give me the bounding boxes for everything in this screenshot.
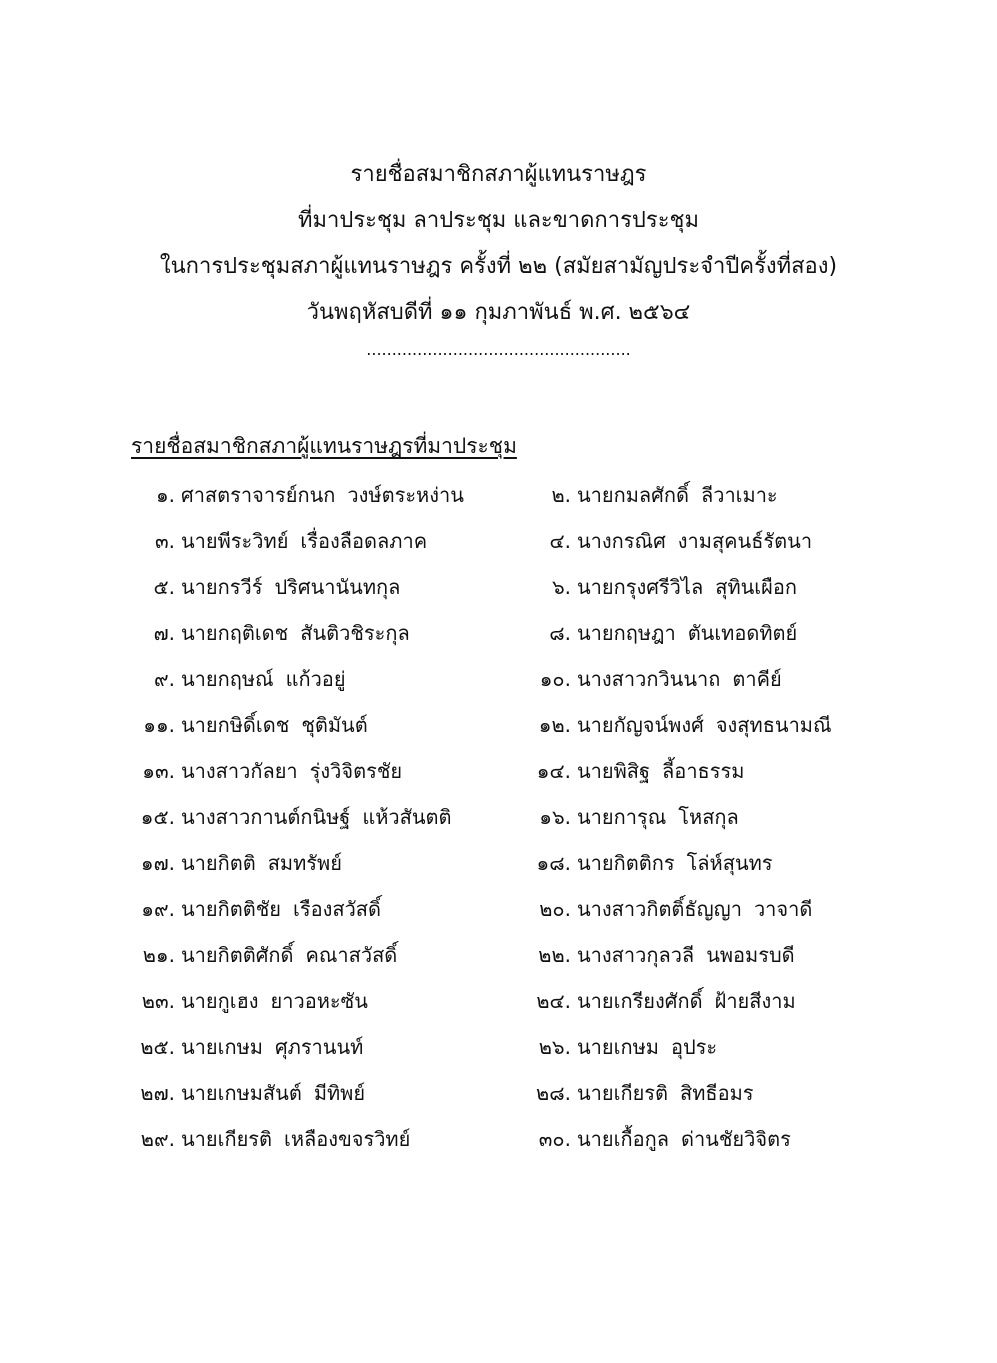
member-entry: [527, 840, 773, 886]
member-entry: [527, 702, 832, 748]
header-date: วันพฤหัสบดีที่ ๑๑ กุมภาพันธ์ พ.ศ. ๒๕๖๔: [306, 300, 691, 325]
member-entry: [527, 1116, 791, 1162]
member-title-first-name: นายกิตติศักดิ์: [181, 943, 294, 967]
member-entry: [527, 564, 797, 610]
header-subtitle: ที่มาประชุม ลาประชุม และขาดการประชุม: [298, 208, 699, 233]
member-entry: [527, 472, 778, 518]
member-last-name: ตาคีย์: [732, 667, 782, 691]
member-number: ๒๖.: [538, 1035, 571, 1059]
member-title-first-name: นายกิตติชัย: [181, 897, 281, 921]
member-entry: [131, 840, 342, 886]
member-number: ๒๒.: [538, 943, 571, 967]
member-title-first-name: นายกูเฮง: [181, 989, 259, 1013]
member-title-first-name: ศาสตราจารย์กนก: [181, 483, 336, 507]
member-last-name: งามสุคนธ์รัตนา: [677, 529, 813, 553]
member-title-first-name: นายกฤษณ์: [181, 667, 274, 691]
member-title-first-name: นายกษิดิ์เดช: [181, 713, 290, 737]
member-title-first-name: นายพีระวิทย์: [181, 529, 289, 553]
member-entry: [131, 564, 400, 610]
member-number: ๑๕.: [140, 805, 175, 829]
member-title-first-name: นายกิตติ: [181, 851, 256, 875]
member-last-name: ด่านชัยวิจิตร: [680, 1127, 791, 1151]
member-entry: [131, 748, 402, 794]
member-last-name: ลีวาเมาะ: [700, 483, 778, 507]
member-title-first-name: นายเกษมสันต์: [181, 1081, 302, 1105]
member-title-first-name: นายพิสิฐ: [577, 759, 651, 783]
member-last-name: ตันเทอดทิตย์: [687, 621, 798, 645]
member-last-name: ลี้อาธรรม: [662, 759, 745, 783]
member-entry: [131, 1070, 365, 1116]
member-number: ๒๘.: [536, 1081, 571, 1105]
member-title-first-name: นายกฤษฎา: [577, 621, 676, 645]
member-title-first-name: นายเกียรติ: [181, 1127, 273, 1151]
member-last-name: สิทธีอมร: [680, 1081, 754, 1105]
member-entry: [131, 656, 346, 702]
member-number: ๑๑.: [143, 713, 175, 737]
member-number: ๒๓.: [141, 989, 175, 1013]
header-meeting: ในการประชุมสภาผู้แทนราษฎร ครั้งที่ ๒๒ (สมัยสามัญประจำปีครั้งที่สอง): [159, 254, 838, 279]
member-title-first-name: นายเกื้อกูล: [577, 1127, 669, 1151]
member-number: ๓.: [154, 529, 175, 553]
member-last-name: แก้วอยู่: [285, 667, 346, 691]
member-last-name: โหสกุล: [678, 805, 739, 829]
member-number: ๒.: [551, 483, 571, 507]
member-number: ๗.: [153, 621, 175, 645]
document-header: [0, 152, 997, 336]
member-entry: [131, 1116, 410, 1162]
member-title-first-name: นางกรณิศ: [577, 529, 666, 553]
member-last-name: สุทินเผือก: [715, 575, 797, 599]
member-last-name: เหลืองขจรวิทย์: [284, 1127, 411, 1151]
member-last-name: สันติวชิระกุล: [300, 621, 410, 645]
member-last-name: ปริศนานันทกุล: [274, 575, 401, 599]
member-number: ๒๙.: [140, 1127, 175, 1151]
member-number: ๑๗.: [140, 851, 175, 875]
member-number: ๙.: [153, 667, 175, 691]
member-title-first-name: นายการุณ: [577, 805, 667, 829]
member-number: ๑๙.: [141, 897, 175, 921]
member-number: ๑๔.: [536, 759, 571, 783]
member-number: ๑๖.: [539, 805, 571, 829]
member-number: ๓๐.: [538, 1127, 571, 1151]
member-number: ๒๗.: [140, 1081, 175, 1105]
member-title-first-name: นายกัญจน์พงศ์: [577, 713, 704, 737]
member-entry: [131, 932, 397, 978]
member-last-name: ศุภรานนท์: [274, 1035, 364, 1059]
member-entry: [527, 794, 739, 840]
member-title-first-name: นางสาวกิตติ์ธัญญา: [577, 897, 742, 921]
member-last-name: อุประ: [670, 1035, 718, 1059]
member-last-name: มีทิพย์: [313, 1081, 366, 1105]
member-entry: [527, 518, 812, 564]
member-last-name: แห้วสันตติ: [362, 805, 452, 829]
member-title-first-name: นายกิตติกร: [577, 851, 675, 875]
member-last-name: วาจาดี: [753, 897, 813, 921]
member-entry: [527, 656, 782, 702]
member-last-name: โล่ห์สุนทร: [686, 851, 773, 875]
member-number: ๒๐.: [539, 897, 571, 921]
member-entry: [527, 978, 796, 1024]
member-last-name: เรื่องลือดลภาค: [300, 529, 428, 553]
member-title-first-name: นายเกษม: [181, 1035, 263, 1059]
member-last-name: ฝ้ายสีงาม: [714, 989, 796, 1013]
member-last-name: รุ่งวิจิตรชัย: [309, 759, 403, 783]
member-number: ๒๔.: [536, 989, 571, 1013]
member-last-name: คณาสวัสดิ์: [305, 943, 398, 967]
member-entry: [131, 794, 452, 840]
member-entry: [131, 886, 381, 932]
member-entry: [131, 518, 427, 564]
member-last-name: เรืองสวัสดิ์: [293, 897, 381, 921]
member-title-first-name: นางสาวกานต์กนิษฐ์: [181, 805, 351, 829]
member-number: ๔.: [549, 529, 571, 553]
member-title-first-name: นายกรวีร์: [181, 575, 263, 599]
header-title: รายชื่อสมาชิกสภาผู้แทนราษฎร: [350, 162, 647, 187]
member-entry: [527, 748, 744, 794]
member-title-first-name: นางสาวกัลยา: [181, 759, 298, 783]
member-number: ๘.: [549, 621, 571, 645]
member-entry: [131, 1024, 363, 1070]
member-title-first-name: นายเกียรติ: [577, 1081, 669, 1105]
member-last-name: สมทรัพย์: [267, 851, 342, 875]
member-last-name: จงสุทธนามณี: [715, 713, 832, 737]
member-number: ๑๒.: [538, 713, 571, 737]
member-title-first-name: นายเกษม: [577, 1035, 659, 1059]
member-number: ๑๐.: [539, 667, 571, 691]
member-entry: [527, 932, 795, 978]
member-number: ๑๓.: [142, 759, 175, 783]
member-entry: [527, 610, 797, 656]
member-title-first-name: นายกรุงศรีวิไล: [577, 575, 704, 599]
member-title-first-name: นางสาวกวินนาถ: [577, 667, 721, 691]
member-number: ๖.: [551, 575, 571, 599]
member-entry: [131, 702, 368, 748]
member-title-first-name: นายเกรียงศักดิ์: [577, 989, 703, 1013]
member-last-name: ยาวอหะซัน: [270, 989, 368, 1013]
member-last-name: วงษ์ตระหง่าน: [347, 483, 464, 507]
member-number: ๑.: [155, 483, 175, 507]
member-last-name: ชุติมันต์: [301, 713, 368, 737]
member-entry: [131, 978, 368, 1024]
member-entry: [527, 886, 812, 932]
member-last-name: นพอมรบดี: [706, 943, 795, 967]
member-entry: [527, 1070, 754, 1116]
member-entry: [131, 472, 464, 518]
member-entry: [131, 610, 410, 656]
separator-dots: ....................................................: [366, 340, 631, 359]
member-title-first-name: นายกมลศักดิ์: [577, 483, 689, 507]
member-number: ๒๑.: [142, 943, 175, 967]
member-number: ๑๘.: [536, 851, 571, 875]
member-entry: [527, 1024, 717, 1070]
member-title-first-name: นางสาวกุลวลี: [577, 943, 695, 967]
member-number: ๕.: [153, 575, 175, 599]
section-heading: รายชื่อสมาชิกสภาผู้แทนราษฎรที่มาประชุม: [131, 434, 517, 458]
member-title-first-name: นายกฤติเดช: [181, 621, 289, 645]
member-number: ๒๕.: [140, 1035, 175, 1059]
